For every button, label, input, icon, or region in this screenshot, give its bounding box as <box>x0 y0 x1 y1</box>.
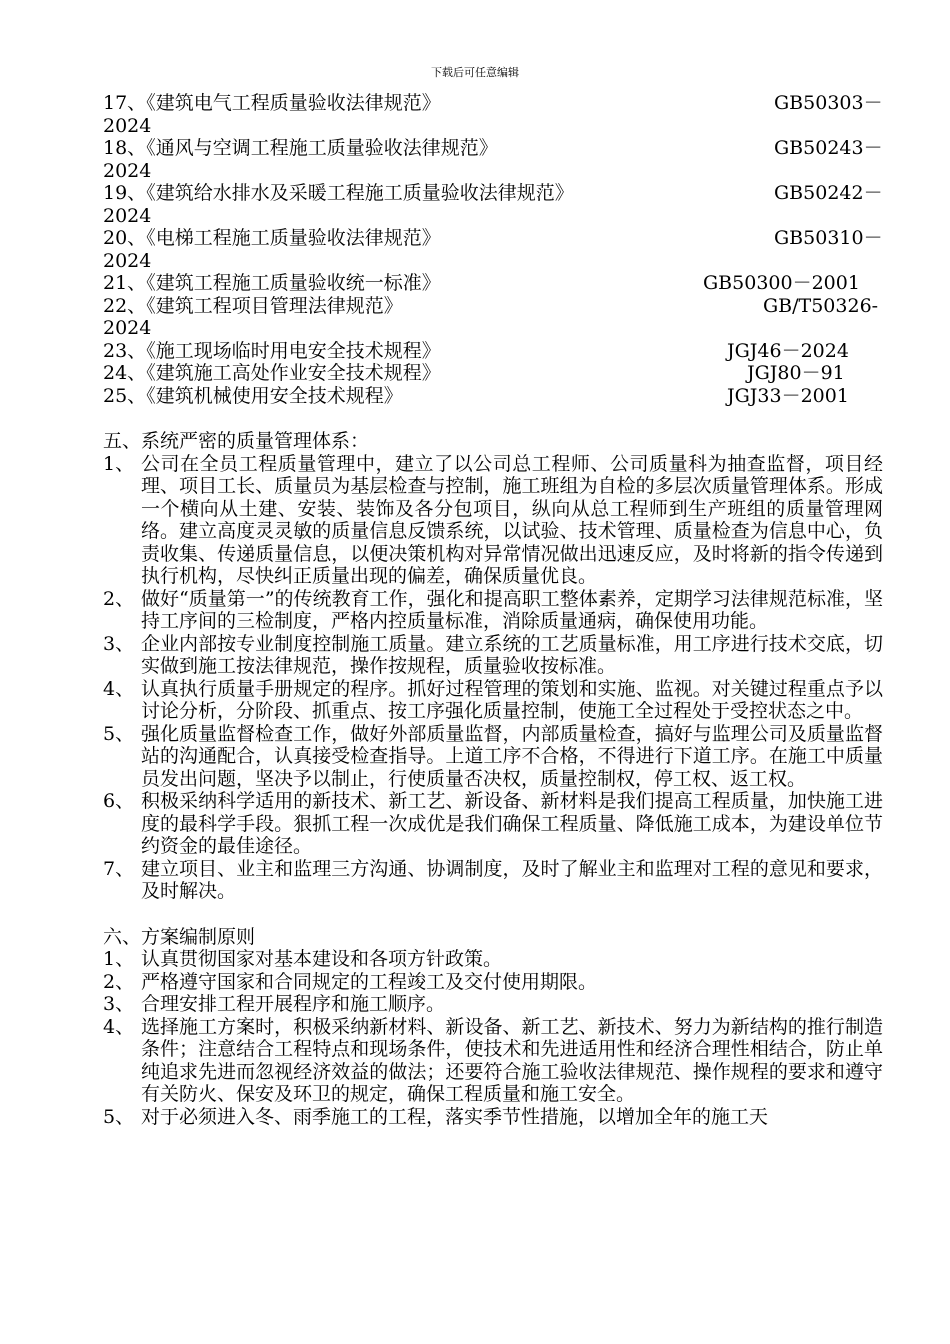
section-heading: 五、系统严密的质量管理体系： <box>103 430 370 452</box>
page-header: 下载后可任意编辑 <box>431 66 519 79</box>
standard-row <box>103 92 883 115</box>
standard-row <box>103 340 883 363</box>
standard-code: JGJ80－91 <box>747 362 845 384</box>
standard-row <box>103 295 883 318</box>
standard-row <box>103 362 883 385</box>
standard-title: 24、《建筑施工高处作业安全技术规程》 <box>103 362 441 384</box>
standard-code: GB50300－2001 <box>703 272 860 294</box>
standard-title: 25、《建筑机械使用安全技术规程》 <box>103 384 403 407</box>
standard-code: JGJ46－2024 <box>727 339 849 362</box>
standard-code: JGJ33－2001 <box>727 384 849 407</box>
list-item: 7、 建立项目、业主和监理三方沟通、协调制度，及时了解业主和监理对工程的意见和要求，及时解决。 <box>103 857 883 902</box>
list-item: 1、 认真贯彻国家对基本建设和各项方针政策。 <box>103 948 503 970</box>
section-quality-system <box>103 430 883 903</box>
list-item: 6、 积极采纳科学适用的新技术、新工艺、新设备、新材料是我们提高工程质量，加快施工进度的最科学手段。狠抓工程一次成优是我们确保工程质量、降低施工成本，为建设单位节约资金的最佳途径。 <box>103 790 883 857</box>
standard-year: 2024 <box>103 114 152 137</box>
list-item: 4、 认真执行质量手册规定的程序。抓好过程管理的策划和实施、监视。对关键过程重点予以讨论分析，分阶段、抓重点、按工序强化质量控制，使施工全过程处于受控状态之中。 <box>103 677 883 722</box>
standards-list <box>103 92 883 407</box>
standard-year: 2024 <box>103 159 152 182</box>
standard-row <box>103 272 883 295</box>
list-item: 1、 公司在全员工程质量管理中，建立了以公司总工程师、公司质量科为抽查监督，项目经理、项目工长、质量员为基层检查与控制，施工班组为自检的多层次质量管理体系。形成一个横向从土建、安装、装饰及各分包项目，纵向从总工程师到生产班组的质量管理网络。建立高度灵灵敏的质量信息反馈系统，以试验、技术管理、质量检查为信息中心，负责收集、传递质量信息，以便决策机构对异常情况做出迅速反应，及时将新的指令传递到执行机构，尽快纠正质量出现的偏差，确保质量优良。 <box>103 452 883 587</box>
document-body <box>103 92 883 1128</box>
standard-title: 23、《施工现场临时用电安全技术规程》 <box>103 339 441 362</box>
standard-code: GB50303－ <box>774 92 883 114</box>
list-item: 5、 强化质量监督检查工作，做好外部质量监督，内部质量检查，搞好与监理公司及质量监督站的沟通配合，认真接受检查指导。上道工序不合格，不得进行下道工序。在施工中质量员发出问题，坚决予以制止，行使质量否决权，质量控制权，停工权、返工权。 <box>103 722 883 790</box>
standard-row <box>103 385 883 408</box>
section-heading: 六、方案编制原则 <box>103 925 256 948</box>
standard-year: 2024 <box>103 204 152 227</box>
standard-title: 20、《电梯工程施工质量验收法律规范》 <box>103 227 441 249</box>
section-plan-principles <box>103 926 883 1129</box>
standard-row <box>103 182 883 205</box>
list-item: 4、 选择施工方案时，积极采纳新材料、新设备、新工艺、新技术、努力为新结构的推行制造条件；注意结合工程特点和现场条件，使技术和先进适用性和经济合理性相结合，防止单纯追求先进而忽视经济效益的做法；还要符合施工验收法律规范、操作规程的要求和遵守有关防火、保安及环卫的规定，确保工程质量和施工安全。 <box>103 1015 883 1105</box>
standard-title: 21、《建筑工程施工质量验收统一标准》 <box>103 272 441 294</box>
standard-code: GB/T50326- <box>763 294 879 317</box>
standard-year: 2024 <box>103 249 152 272</box>
standard-code: GB50310－ <box>774 227 883 249</box>
list-item: 2、 做好“质量第一”的传统教育工作，强化和提高职工整体素养，定期学习法律规范标准，坚持工序间的三检制度，严格内控质量标准，消除质量通病，确保使用功能。 <box>103 587 883 632</box>
standard-code: GB50242－ <box>774 182 883 204</box>
list-item: 3、 企业内部按专业制度控制施工质量。建立系统的工艺质量标准，用工序进行技术交底，切实做到施工按法律规范，操作按规程，质量验收按标准。 <box>103 632 883 677</box>
standard-year: 2024 <box>103 317 152 339</box>
standard-code: GB50243－ <box>774 137 883 159</box>
standard-title: 22、《建筑工程项目管理法律规范》 <box>103 294 403 317</box>
list-item: 5、 对于必须进入冬、雨季施工的工程，落实季节性措施，以增加全年的施工天 <box>103 1105 769 1128</box>
standard-row <box>103 137 883 160</box>
standard-row <box>103 227 883 250</box>
standard-title: 19、《建筑给水排水及采暖工程施工质量验收法律规范》 <box>103 182 574 204</box>
list-item: 3、 合理安排工程开展程序和施工顺序。 <box>103 993 446 1015</box>
standard-title: 18、《通风与空调工程施工质量验收法律规范》 <box>103 137 498 159</box>
list-item: 2、 严格遵守国家和合同规定的工程竣工及交付使用期限。 <box>103 970 598 993</box>
standard-title: 17、《建筑电气工程质量验收法律规范》 <box>103 92 441 114</box>
